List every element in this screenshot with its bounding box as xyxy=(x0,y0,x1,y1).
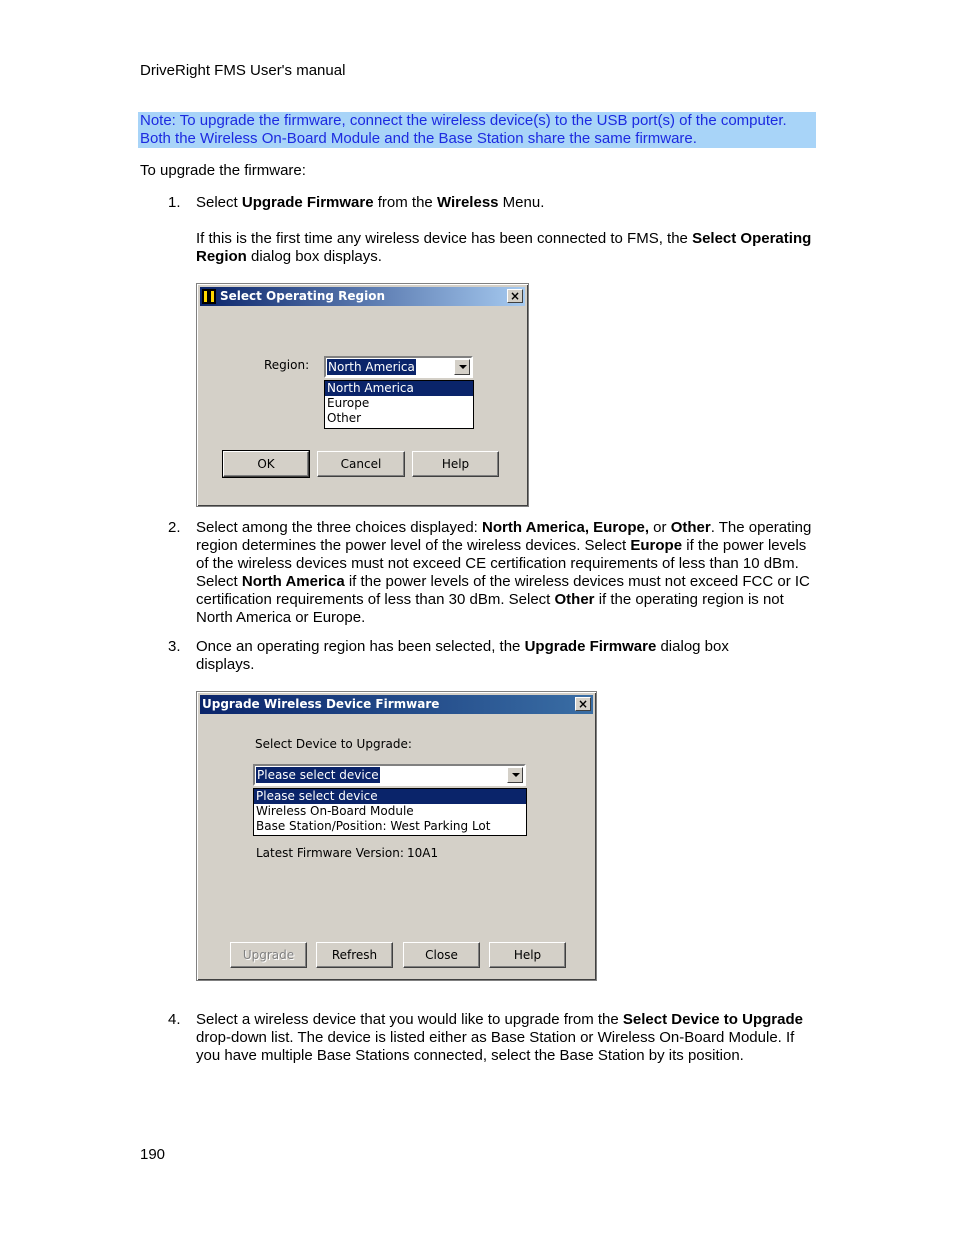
close-icon[interactable]: × xyxy=(507,289,523,303)
dialog-title: Upgrade Wireless Device Firmware xyxy=(202,697,440,711)
step-number: 1. xyxy=(168,194,181,211)
device-option[interactable]: Please select device xyxy=(254,789,526,804)
device-option[interactable]: Wireless On-Board Module xyxy=(256,804,414,818)
region-select[interactable] xyxy=(324,356,473,378)
help-button[interactable]: Help xyxy=(489,942,566,968)
note-box: Note: To upgrade the firmware, connect the wireless device(s) to the USB port(s) of the computer. Both the Wireless On-Board Module and the Base Station share the same firmware. xyxy=(138,112,816,148)
ok-button[interactable]: OK xyxy=(223,451,309,477)
upgrade-firmware-dialog xyxy=(196,691,597,981)
step-1-detail: If this is the first time any wireless device has been connected to FMS, the Select Operating Region dialog box displays. xyxy=(196,230,812,265)
region-selected-value: North America xyxy=(328,360,415,374)
running-header: DriveRight FMS User's manual xyxy=(140,62,346,79)
region-option-other[interactable]: Other xyxy=(327,411,362,425)
device-selected-value: Please select device xyxy=(257,768,379,782)
select-operating-region-dialog xyxy=(196,283,529,507)
device-option[interactable]: Base Station/Position: West Parking Lot xyxy=(256,819,491,833)
close-icon[interactable]: × xyxy=(575,697,591,711)
step-number: 3. xyxy=(168,638,181,655)
device-label: Select Device to Upgrade: xyxy=(255,737,412,751)
step-number: 2. xyxy=(168,519,181,536)
region-label: Region: xyxy=(264,358,310,372)
help-button[interactable]: Help xyxy=(412,451,499,477)
dialog-titlebar xyxy=(200,695,593,714)
device-select[interactable] xyxy=(253,764,526,786)
firmware-version-label: Latest Firmware Version: xyxy=(256,846,404,860)
dialog-titlebar xyxy=(200,287,525,306)
step-1-text: Select Upgrade Firmware from the Wireless Menu. xyxy=(196,194,545,211)
refresh-button[interactable]: Refresh xyxy=(316,942,393,968)
intro-text: To upgrade the firmware: xyxy=(140,162,306,179)
region-option-europe[interactable]: Europe xyxy=(327,396,370,410)
dialog-title: Select Operating Region xyxy=(220,289,386,303)
region-option-north-america[interactable]: North America xyxy=(325,381,473,396)
chevron-down-icon[interactable] xyxy=(507,767,523,783)
step-2-text: Select among the three choices displayed: North America, Europe, or Other. The operating region determines the power level of the wireless devices. Select Europe if the power levels of the wireless devices must not exceed CE certification requirements of less than 10 dBm. Select North America if the power levels of the wireless devices must not exceed FCC or IC certification requirements of less than 30 dBm. Select Other if the operating region is not North America or Europe. xyxy=(196,519,812,626)
step-3-text: Once an operating region has been selected, the Upgrade Firmware dialog box displays. xyxy=(196,638,729,673)
close-button[interactable]: Close xyxy=(403,942,480,968)
device-dropdown-list xyxy=(253,788,527,836)
upgrade-button[interactable]: Upgrade xyxy=(230,942,307,968)
step-number: 4. xyxy=(168,1011,181,1028)
region-dropdown-list xyxy=(324,380,474,429)
page-number: 190 xyxy=(140,1146,166,1163)
app-icon xyxy=(202,289,216,304)
firmware-version-value: 10A1 xyxy=(407,846,439,860)
chevron-down-icon[interactable] xyxy=(454,359,470,375)
step-4-text: Select a wireless device that you would like to upgrade from the Select Device to Upgrade drop-down list. The device is listed either as Base Station or Wireless On-Board Module. If you have multiple Base Stations connected, select the Base Station by its position. xyxy=(196,1011,803,1064)
cancel-button[interactable]: Cancel xyxy=(317,451,405,477)
